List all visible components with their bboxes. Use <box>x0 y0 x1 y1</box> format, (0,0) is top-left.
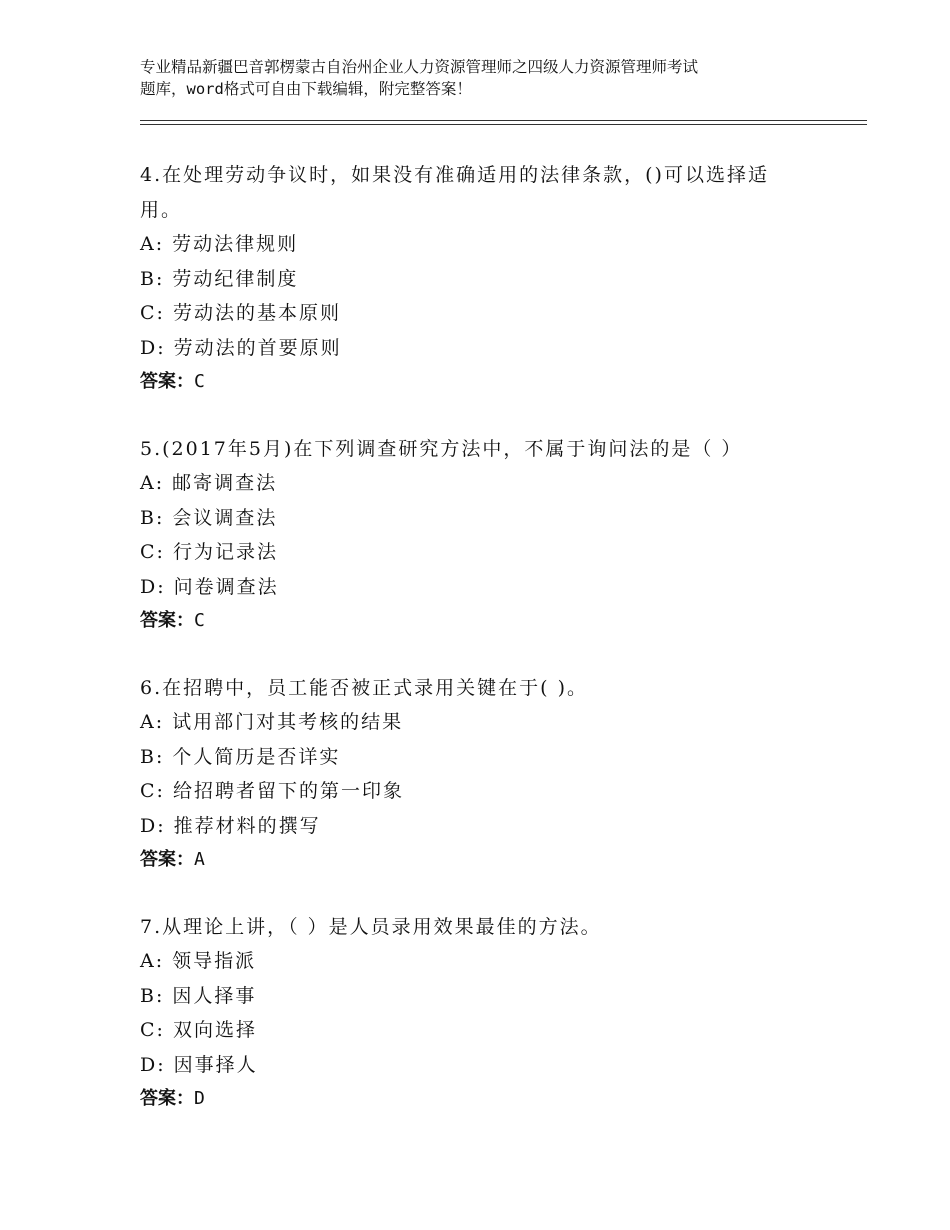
option-a: A: 劳动法律规则 <box>140 233 299 255</box>
option-b: B: 个人简历是否详实 <box>140 745 341 768</box>
option-b: B: 劳动纪律制度 <box>140 267 299 290</box>
option-c: C: 双向选择 <box>140 1019 257 1041</box>
question-6 <box>140 671 820 878</box>
question-7 <box>140 910 820 1117</box>
question-stem: 5.(2017年5月)在下列调查研究方法中，不属于询问法的是（ ） <box>140 437 743 460</box>
answer-value: C <box>194 371 205 392</box>
question-stem-continued: 用。 <box>140 198 183 221</box>
answer-label: 答案： <box>140 849 194 870</box>
option-d: D: 劳动法的首要原则 <box>140 336 342 359</box>
header-line-2: 题库，word格式可自由下载编辑，附完整答案！ <box>140 80 472 98</box>
answer <box>140 604 820 639</box>
option-a: A: 领导指派 <box>140 950 257 972</box>
question-stem: 6.在招聘中，员工能否被正式录用关键在于( )。 <box>140 676 588 699</box>
answer <box>140 365 820 400</box>
answer-value: A <box>194 849 205 870</box>
answer-label: 答案： <box>140 610 194 631</box>
option-c: C: 给招聘者留下的第一印象 <box>140 780 404 802</box>
question-4 <box>140 158 820 400</box>
option-a: A: 邮寄调查法 <box>140 472 278 494</box>
option-c: C: 行为记录法 <box>140 541 278 563</box>
question-stem: 7.从理论上讲，（ ）是人员录用效果最佳的方法。 <box>140 915 602 938</box>
question-list <box>140 158 820 1149</box>
question-5 <box>140 432 820 639</box>
option-b: B: 因人择事 <box>140 984 257 1007</box>
option-d: D: 问卷调查法 <box>140 575 279 598</box>
header-divider <box>140 120 867 125</box>
option-d: D: 因事择人 <box>140 1053 258 1076</box>
answer <box>140 1082 820 1117</box>
answer-value: D <box>194 1088 205 1109</box>
answer-value: C <box>194 610 205 631</box>
answer-label: 答案： <box>140 1088 194 1109</box>
document-header <box>140 56 840 100</box>
option-b: B: 会议调查法 <box>140 506 278 529</box>
option-d: D: 推荐材料的撰写 <box>140 814 321 837</box>
question-stem: 4.在处理劳动争议时，如果没有准确适用的法律条款，()可以选择适 <box>140 164 769 186</box>
answer-label: 答案： <box>140 371 194 392</box>
header-line-1: 专业精品新疆巴音郭楞蒙古自治州企业人力资源管理师之四级人力资源管理师考试 <box>140 58 699 76</box>
option-c: C: 劳动法的基本原则 <box>140 302 341 324</box>
option-a: A: 试用部门对其考核的结果 <box>140 711 404 733</box>
answer <box>140 843 820 878</box>
